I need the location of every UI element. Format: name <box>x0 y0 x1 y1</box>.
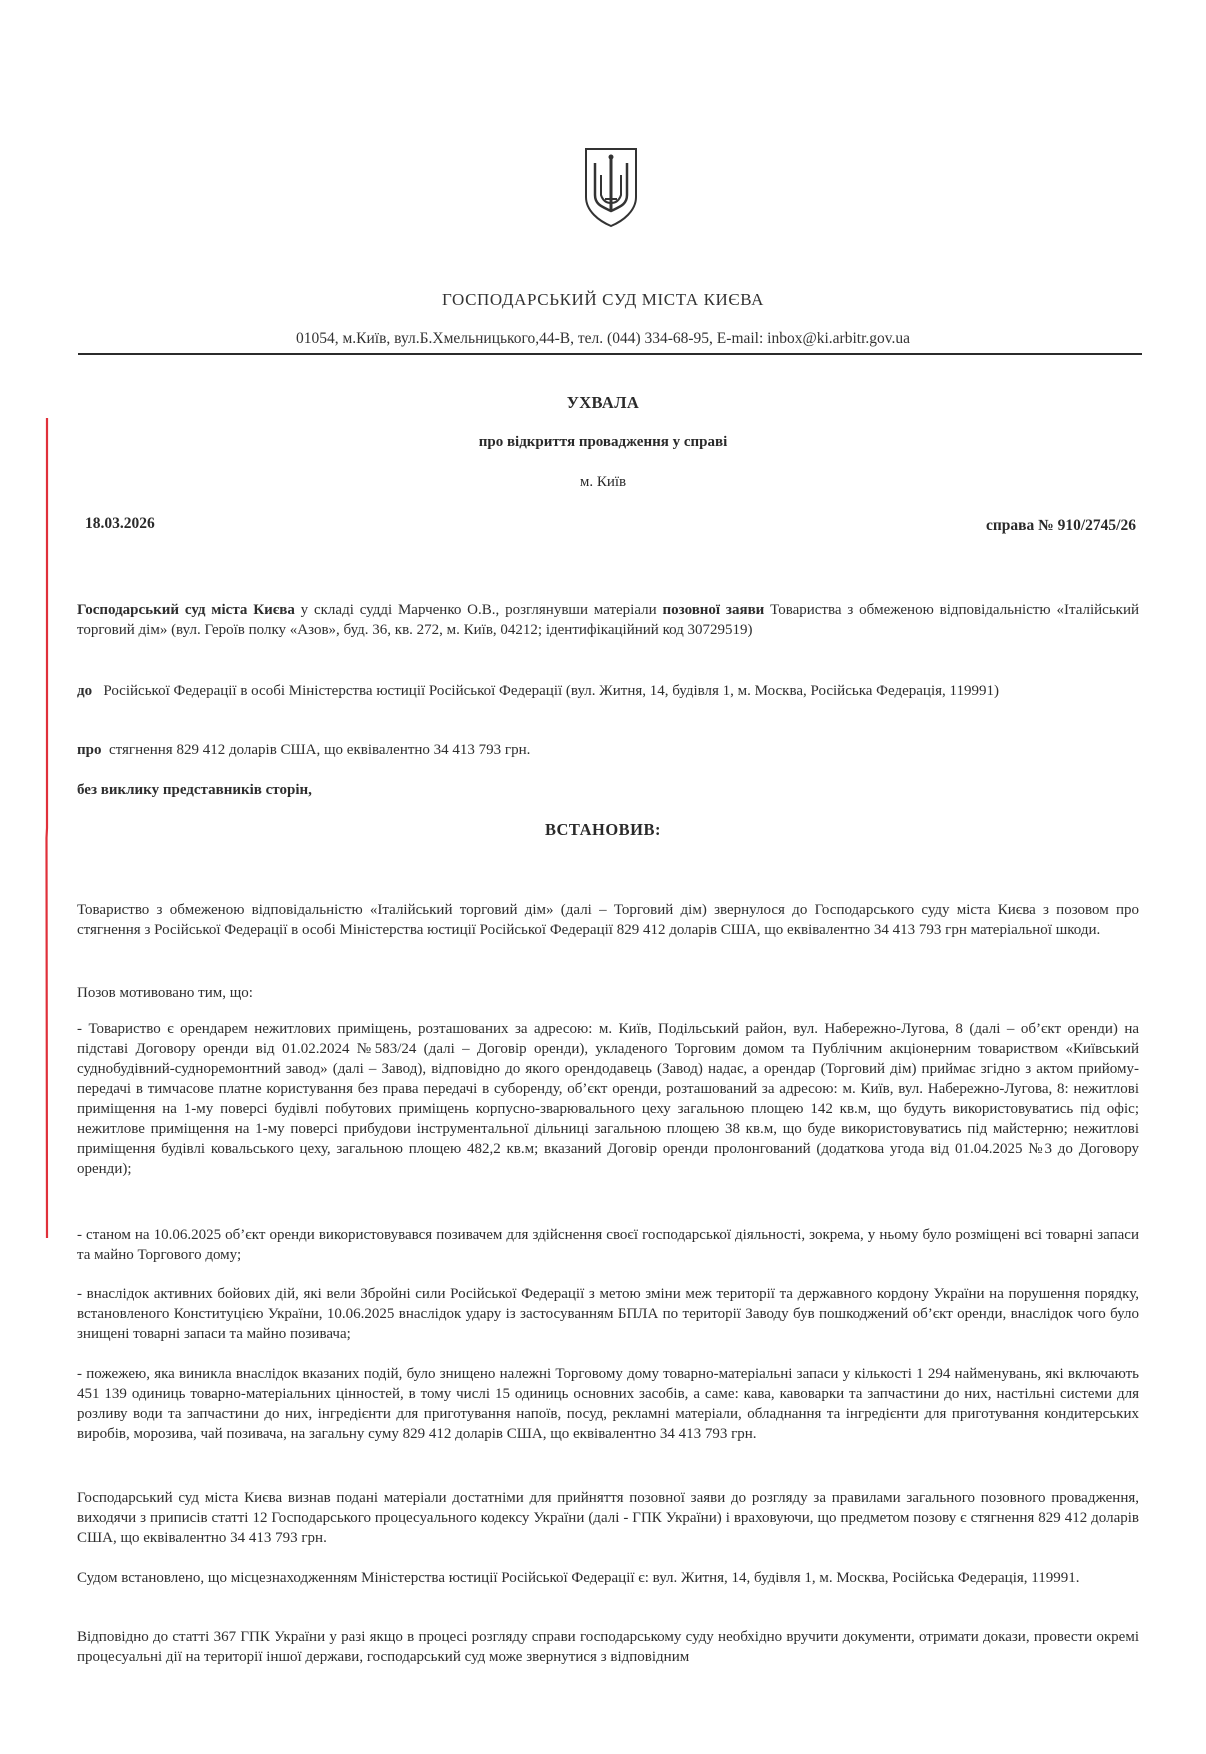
body-paragraph-5: - внаслідок активних бойових дій, які вели Збройні сили Російської Федерації з метою зміни меж території та державного кордону України на порушення порядку, встановленого Конституцією України, 10.06.2025 внаслідок удару із застосуванням БПЛА по території Заводу був пошкоджений об’єкт оренди, внаслідок чого було знищені товарні запаси та майно позивача; <box>77 1286 1139 1342</box>
intro-paragraph <box>77 600 1139 640</box>
document-city: м. Київ <box>579 474 627 490</box>
defendant-label: до <box>77 683 93 699</box>
defendant-paragraph <box>77 681 1139 701</box>
trident-emblem-icon <box>581 145 641 229</box>
case-label: справа № <box>985 517 1054 534</box>
body-paragraph-6: - пожежею, яка виникла внаслідок вказаних подій, було знищено належні Торговому дому товарно-матеріальні запаси у кількості 1 294 найменувань, які включають 451 139 одиниць товарно-матеріальних цінностей, в тому числі 15 одиниць основних засобів, а саме: кава, кавоварки та запчастини до них, настільні системи для розливу води та запчастини до них, інгредієнти для приготування напоїв, посуд, рекламні матеріали, обладнання та інгредієнти для приготування кондитерських виробів, морозива, чай позивача, на загальну суму 829 412 доларів США, що еквівалентно 34 413 793 грн. <box>77 1366 1139 1442</box>
body-paragraph-1: Товариство з обмеженою відповідальністю «Італійський торговий дім» (далі – Торговий дім) звернулося до Господарського суду міста Києва з позовом про стягнення з Російської Федерації в особі Міністерства юстиції Російської Федерації 829 412 доларів США, що еквівалентно 34 413 793 грн матеріальної шкоди. <box>77 902 1139 938</box>
established-heading: ВСТАНОВИВ: <box>544 820 662 839</box>
document-title: УХВАЛА <box>566 393 640 412</box>
subject-text: стягнення 829 412 доларів США, що еквівалентно 34 413 793 грн. <box>109 742 531 758</box>
intro-text-2: Товариства з обмеженою відповідальністю «Італійський торговий дім» (вул. Героїв полку «Азов», буд. 36, кв. 272, м. Київ, 04212; ідентифікаційний код 30729519) <box>77 602 1140 638</box>
header-divider <box>78 353 1142 355</box>
intro-text-1: у складі судді Марченко О.В., розглянувши матеріали <box>294 602 663 618</box>
document-subtitle: про відкриття провадження у справі <box>478 434 728 450</box>
subject-paragraph <box>77 740 1139 760</box>
document-date: 18.03.2026 <box>85 515 155 532</box>
no-parties-line: без виклику представників сторін, <box>77 782 312 798</box>
intro-claim: позовної заяви <box>662 602 765 618</box>
case-number-block <box>986 517 1136 535</box>
case-number: 910/2745/26 <box>1057 517 1136 534</box>
body-paragraph-7: Господарський суд міста Києва визнав подані матеріали достатніми для прийняття позовної заяви до розгляду за правилами загального позовного провадження, виходячи з приписів статті 12 Господарського процесуального кодексу України (далі - ГПК України) і враховуючи, що предметом позову є стягнення 829 412 доларів США, що еквівалентно 34 413 793 грн. <box>77 1490 1139 1546</box>
defendant-text: Російської Федерації в особі Міністерства юстиції Російської Федерації (вул. Житня, 14, будівля 1, м. Москва, Російська Федерація, 119991) <box>103 683 999 699</box>
body-paragraph-3: - Товариство є орендарем нежитлових приміщень, розташованих за адресою: м. Київ, Подільський район, вул. Набережно-Лугова, 8 (далі – об’єкт оренди) на підставі Договору оренди від 01.02.2024 №583/24 (далі – Договір оренди), укладеного Торговим домом та Публічним акціонерним товариством «Київський суднобудівний-судноремонтний завод» (далі – Завод), відповідно до якого орендодавець (Завод) надає, а орендар (Торговий дім) приймає згідно з актом прийому-передачі в тимчасове платне користування без права передачі в суборенду, об’єкт оренди, розташований за адресою: м. Київ, вул. Набережно-Лугова, 8: нежитлові приміщення на 1-му поверсі будівлі побутових приміщень корпусно-зварювального цеху загальною площею 142 кв.м, що будуть використовуватись під офіс; нежитлове приміщення на 1-му поверсі прибудови інструментальної дільниці загальною площею 38 кв.м, що буде використовуватись під майстерню; нежитлові приміщення будівлі ковальського цеху, загальною площею 482,2 кв.м; вказаний Договір оренди пролонгований (додаткова угода від 01.04.2025 №3 до Договору оренди); <box>77 1021 1139 1177</box>
intro-court: Господарський суд міста Києва <box>77 602 295 618</box>
subject-label: про <box>77 742 102 758</box>
body-paragraph-2: Позов мотивовано тим, що: <box>77 985 253 1001</box>
court-address: 01054, м.Київ, вул.Б.Хмельницького,44-В, тел. (044) 334-68-95, E-mail: inbox@ki.arbitr.gov.ua <box>295 330 911 347</box>
body-paragraph-8: Судом встановлено, що місцезнаходженням Міністерства юстиції Російської Федерації є: вул. Житня, 14, будівля 1, м. Москва, Російська Федерація, 119991. <box>77 1570 1080 1586</box>
court-name: ГОСПОДАРСЬКИЙ СУД МІСТА КИЄВА <box>442 290 764 309</box>
body-paragraph-9: Відповідно до статті 367 ГПК України у разі якщо в процесі розгляду справи господарському суду необхідно вручити документи, отримати докази, провести окремі процесуальні дії на території іншої держави, господарський суд може звернутися з відповідним <box>77 1629 1139 1665</box>
body-paragraph-4: - станом на 10.06.2025 об’єкт оренди використовувався позивачем для здійснення своєї господарської діяльності, зокрема, у ньому було розміщені всі товарні запаси та майно Торгового дому; <box>77 1227 1139 1263</box>
